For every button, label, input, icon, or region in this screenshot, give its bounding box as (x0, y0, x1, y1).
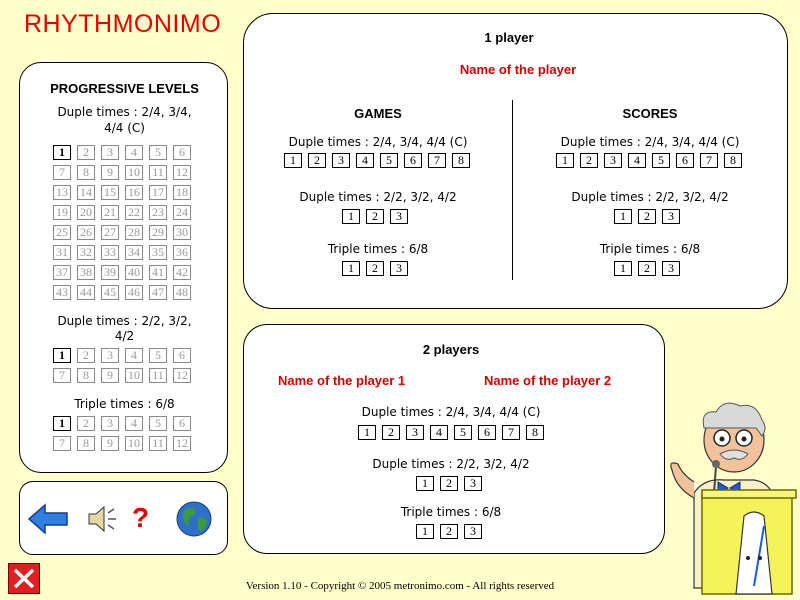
duple-a-level-4[interactable]: 4 (125, 145, 143, 160)
app-title: RHYTHMONIMO (24, 10, 222, 38)
games-label-b: Duple times : 2/2, 3/2, 4/2 (299, 190, 457, 204)
games-label-a: Duple times : 2/4, 3/4, 4/4 (C) (288, 135, 468, 149)
globe-icon[interactable] (175, 500, 213, 538)
scores-a-btn-2[interactable]: 2 (580, 153, 598, 168)
duple-a-level-14[interactable]: 14 (77, 185, 95, 200)
duple-b-label-line1: Duple times : 2/2, 3/2, (57, 314, 192, 328)
games-label-c: Triple times : 6/8 (327, 242, 429, 256)
scores-label-a: Duple times : 2/4, 3/4, 4/4 (C) (560, 135, 740, 149)
duple-a-level-44[interactable]: 44 (77, 285, 95, 300)
games-a-btn-2[interactable]: 2 (308, 153, 326, 168)
scores-b-btn-1[interactable]: 1 (614, 209, 632, 224)
duple-a-level-47[interactable]: 47 (149, 285, 167, 300)
duple-a-level-35[interactable]: 35 (149, 245, 167, 260)
duple-a-level-41[interactable]: 41 (149, 265, 167, 280)
duple-a-level-1[interactable]: 1 (53, 145, 71, 160)
duple-a-level-26[interactable]: 26 (77, 225, 95, 240)
progressive-levels-heading: PROGRESSIVE LEVELS (50, 81, 199, 96)
duple-a-level-37[interactable]: 37 (53, 265, 71, 280)
player1-name-field[interactable]: Name of the player 1 (278, 373, 406, 388)
duple-b-level-8[interactable]: 8 (77, 368, 95, 383)
two-a-btn-8[interactable]: 8 (526, 425, 544, 440)
games-c-btn-2[interactable]: 2 (366, 261, 384, 276)
duple-a-level-27[interactable]: 27 (101, 225, 119, 240)
professor-mascot-illustration (664, 398, 800, 598)
duple-a-level-13[interactable]: 13 (53, 185, 71, 200)
progressive-levels-panel (19, 62, 228, 473)
games-a-btn-7[interactable]: 7 (428, 153, 446, 168)
duple-a-level-7[interactable]: 7 (53, 165, 71, 180)
one-player-panel (243, 13, 788, 309)
duple-b-level-3[interactable]: 3 (101, 348, 119, 363)
duple-a-level-25[interactable]: 25 (53, 225, 71, 240)
duple-a-level-29[interactable]: 29 (149, 225, 167, 240)
two-a-btn-1[interactable]: 1 (358, 425, 376, 440)
triple-level-3[interactable]: 3 (101, 416, 119, 431)
two-a-btn-4[interactable]: 4 (430, 425, 448, 440)
duple-a-level-20[interactable]: 20 (77, 205, 95, 220)
duple-a-level-24[interactable]: 24 (173, 205, 191, 220)
scores-a-btn-6[interactable]: 6 (676, 153, 694, 168)
duple-a-label-line1: Duple times : 2/4, 3/4, (57, 105, 192, 119)
question-mark-icon[interactable]: ? (132, 502, 150, 533)
scores-label-c: Triple times : 6/8 (599, 242, 701, 256)
two-c-btn-3[interactable]: 3 (464, 524, 482, 539)
two-players-panel (243, 324, 665, 554)
triple-level-4[interactable]: 4 (125, 416, 143, 431)
duple-b-level-1[interactable]: 1 (53, 348, 71, 363)
games-b-btn-1[interactable]: 1 (342, 209, 360, 224)
games-a-btn-8[interactable]: 8 (452, 153, 470, 168)
scores-c-btn-1[interactable]: 1 (614, 261, 632, 276)
two-a-btn-7[interactable]: 7 (502, 425, 520, 440)
games-heading: GAMES (354, 106, 402, 121)
duple-a-level-8[interactable]: 8 (77, 165, 95, 180)
duple-a-level-22[interactable]: 22 (125, 205, 143, 220)
duple-b-level-9[interactable]: 9 (101, 368, 119, 383)
two-a-btn-5[interactable]: 5 (454, 425, 472, 440)
scores-a-btn-4[interactable]: 4 (628, 153, 646, 168)
toolbar-panel (19, 481, 228, 555)
duple-a-level-45[interactable]: 45 (101, 285, 119, 300)
two-a-btn-6[interactable]: 6 (478, 425, 496, 440)
triple-level-7[interactable]: 7 (53, 436, 71, 451)
scores-c-btn-2[interactable]: 2 (638, 261, 656, 276)
two-c-btn-2[interactable]: 2 (440, 524, 458, 539)
two-b-btn-2[interactable]: 2 (440, 476, 458, 491)
games-scores-divider (512, 100, 513, 280)
duple-a-level-23[interactable]: 23 (149, 205, 167, 220)
games-a-btn-3[interactable]: 3 (332, 153, 350, 168)
duple-b-level-10[interactable]: 10 (125, 368, 143, 383)
duple-a-level-11[interactable]: 11 (149, 165, 167, 180)
scores-b-btn-2[interactable]: 2 (638, 209, 656, 224)
duple-a-level-3[interactable]: 3 (101, 145, 119, 160)
two-a-btn-2[interactable]: 2 (382, 425, 400, 440)
duple-a-level-39[interactable]: 39 (101, 265, 119, 280)
duple-a-level-5[interactable]: 5 (149, 145, 167, 160)
duple-a-level-36[interactable]: 36 (173, 245, 191, 260)
triple-level-9[interactable]: 9 (101, 436, 119, 451)
one-player-heading: 1 player (484, 30, 534, 45)
duple-a-level-38[interactable]: 38 (77, 265, 95, 280)
triple-level-1[interactable]: 1 (53, 416, 71, 431)
scores-heading: SCORES (622, 106, 678, 121)
duple-a-level-9[interactable]: 9 (101, 165, 119, 180)
duple-a-level-18[interactable]: 18 (173, 185, 191, 200)
duple-a-level-6[interactable]: 6 (173, 145, 191, 160)
two-players-label-b: Duple times : 2/2, 3/2, 4/2 (372, 457, 530, 471)
duple-b-level-12[interactable]: 12 (173, 368, 191, 383)
triple-level-10[interactable]: 10 (125, 436, 143, 451)
scores-a-btn-7[interactable]: 7 (700, 153, 718, 168)
scores-a-btn-5[interactable]: 5 (652, 153, 670, 168)
two-players-heading: 2 players (422, 342, 480, 357)
triple-level-2[interactable]: 2 (77, 416, 95, 431)
games-a-btn-6[interactable]: 6 (404, 153, 422, 168)
player-name-field[interactable]: Name of the player (459, 62, 577, 77)
duple-a-level-46[interactable]: 46 (125, 285, 143, 300)
triple-level-5[interactable]: 5 (149, 416, 167, 431)
games-c-btn-3[interactable]: 3 (390, 261, 408, 276)
duple-a-level-17[interactable]: 17 (149, 185, 167, 200)
duple-b-level-11[interactable]: 11 (149, 368, 167, 383)
games-b-btn-3[interactable]: 3 (390, 209, 408, 224)
two-players-label-a: Duple times : 2/4, 3/4, 4/4 (C) (361, 405, 541, 419)
triple-level-6[interactable]: 6 (173, 416, 191, 431)
games-c-btn-1[interactable]: 1 (342, 261, 360, 276)
duple-b-level-5[interactable]: 5 (149, 348, 167, 363)
duple-a-level-32[interactable]: 32 (77, 245, 95, 260)
duple-a-level-31[interactable]: 31 (53, 245, 71, 260)
scores-a-btn-1[interactable]: 1 (556, 153, 574, 168)
duple-a-level-19[interactable]: 19 (53, 205, 71, 220)
duple-a-level-34[interactable]: 34 (125, 245, 143, 260)
triple-level-12[interactable]: 12 (173, 436, 191, 451)
duple-a-level-2[interactable]: 2 (77, 145, 95, 160)
scores-a-btn-8[interactable]: 8 (724, 153, 742, 168)
player2-name-field[interactable]: Name of the player 2 (484, 373, 612, 388)
scores-label-b: Duple times : 2/2, 3/2, 4/2 (571, 190, 729, 204)
games-a-btn-5[interactable]: 5 (380, 153, 398, 168)
duple-a-label-line2: 4/4 (C) (104, 121, 145, 135)
duple-b-label-line2: 4/2 (114, 329, 135, 343)
duple-b-level-4[interactable]: 4 (125, 348, 143, 363)
footer-copyright: Version 1.10 - Copyright © 2005 metronimo.com - All rights reserved (245, 580, 555, 592)
games-b-btn-2[interactable]: 2 (366, 209, 384, 224)
scores-b-btn-3[interactable]: 3 (662, 209, 680, 224)
two-players-label-c: Triple times : 6/8 (400, 505, 502, 519)
duple-a-level-21[interactable]: 21 (101, 205, 119, 220)
triple-level-8[interactable]: 8 (77, 436, 95, 451)
duple-b-level-6[interactable]: 6 (173, 348, 191, 363)
duple-a-level-16[interactable]: 16 (125, 185, 143, 200)
scores-a-btn-3[interactable]: 3 (604, 153, 622, 168)
duple-a-level-10[interactable]: 10 (125, 165, 143, 180)
duple-a-level-12[interactable]: 12 (173, 165, 191, 180)
triple-level-11[interactable]: 11 (149, 436, 167, 451)
blue-left-arrow-icon[interactable] (27, 503, 69, 535)
duple-b-level-7[interactable]: 7 (53, 368, 71, 383)
duple-a-level-40[interactable]: 40 (125, 265, 143, 280)
speaker-icon[interactable] (86, 503, 122, 535)
scores-c-btn-3[interactable]: 3 (662, 261, 680, 276)
duple-a-level-48[interactable]: 48 (173, 285, 191, 300)
duple-a-level-28[interactable]: 28 (125, 225, 143, 240)
triple-label: Triple times : 6/8 (74, 397, 175, 411)
duple-a-level-15[interactable]: 15 (101, 185, 119, 200)
two-b-btn-3[interactable]: 3 (464, 476, 482, 491)
games-a-btn-1[interactable]: 1 (284, 153, 302, 168)
duple-a-level-42[interactable]: 42 (173, 265, 191, 280)
duple-a-level-30[interactable]: 30 (173, 225, 191, 240)
duple-b-level-2[interactable]: 2 (77, 348, 95, 363)
duple-a-level-43[interactable]: 43 (53, 285, 71, 300)
two-c-btn-1[interactable]: 1 (416, 524, 434, 539)
duple-a-level-33[interactable]: 33 (101, 245, 119, 260)
two-a-btn-3[interactable]: 3 (406, 425, 424, 440)
two-b-btn-1[interactable]: 1 (416, 476, 434, 491)
games-a-btn-4[interactable]: 4 (356, 153, 374, 168)
